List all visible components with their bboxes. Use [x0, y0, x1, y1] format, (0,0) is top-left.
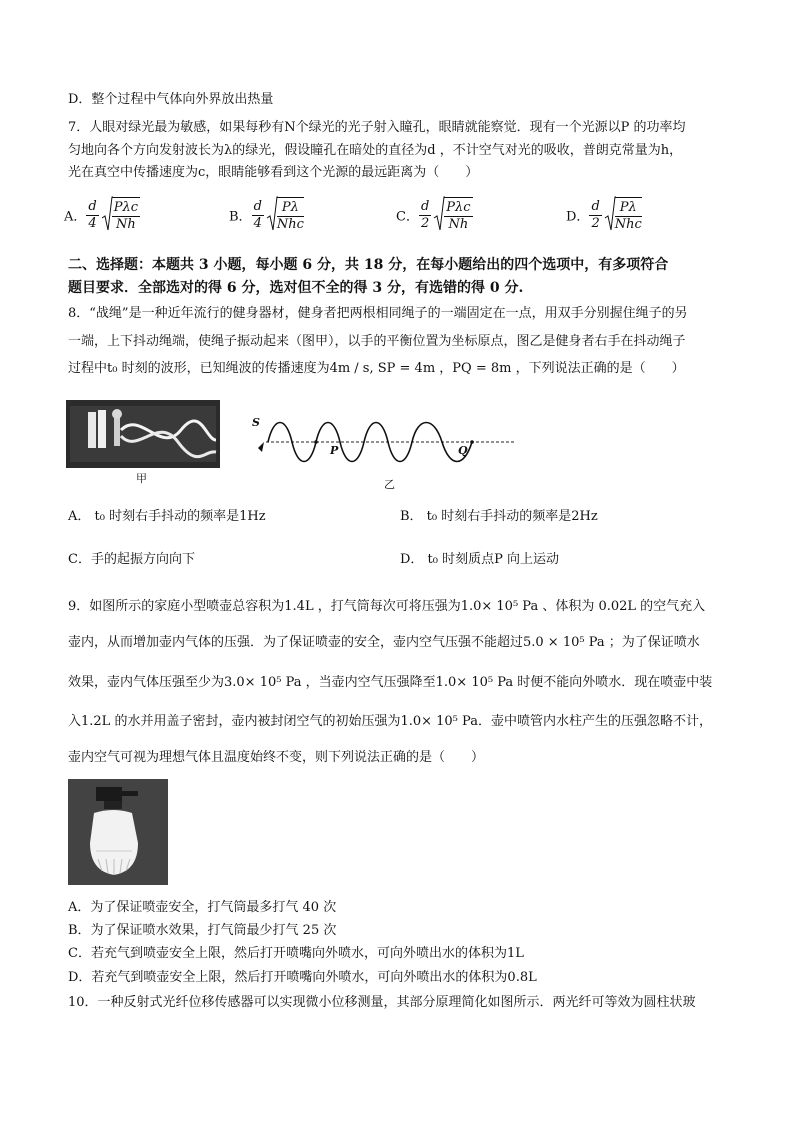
- q9-stem-line3: 效果，壶内气体压强至少为3.0× 10⁵ Pa ，当壶内空气压强降至1.0× 10⁵ Pa 时便不能向外喷水．现在喷壶中装: [68, 675, 713, 690]
- q8-option-d: D． t₀ 时刻质点P 向上运动: [400, 552, 560, 567]
- q7-option-label: D．: [566, 209, 590, 225]
- q7-radical: $\frac{P\lambda}{\text{Nhc}}$: [266, 196, 304, 234]
- q8-stem-line2: 一端，上下抖动绳端，使绳子振动起来（图甲），以手的平衡位置为坐标原点，图乙是健身者右手在抖动绳子: [68, 334, 686, 349]
- figure-a-label: 甲: [136, 472, 147, 485]
- q9-stem-line5: 壶内空气可视为理想气体且温度始终不变，则下列说法正确的是（ ）: [68, 750, 485, 765]
- q7-coefficient-fraction: $\frac{d}{4}$: [253, 198, 262, 231]
- q7-option-label: B．: [229, 209, 252, 225]
- point-p-label: P: [330, 444, 339, 457]
- point-s-label: S: [252, 416, 260, 429]
- q8-option-a: A． t₀ 时刻右手抖动的频率是1Hz: [68, 509, 266, 524]
- q7-radical: $\frac{P\lambda}{\text{Nhc}}$: [604, 196, 642, 234]
- q9-option-a: A．为了保证喷壶安全，打气筒最多打气 40 次: [68, 900, 337, 915]
- figure-wave-diagram: [250, 408, 520, 476]
- q7-coefficient-fraction: $\frac{d}{2}$: [591, 198, 600, 231]
- q9-stem-line4: 入1.2L 的水并用盖子密封，壶内被封闭空气的初始压强为1.0× 10⁵ Pa．壶中喷管内水柱产生的压强忽略不计，: [68, 714, 712, 729]
- q7-option: [396, 196, 473, 234]
- section2-header-line2: 题目要求．全部选对的得 6 分，选对但不全的得 3 分，有选错的得 0 分.: [68, 280, 524, 296]
- q8-stem-line1: 8．“战绳”是一种近年流行的健身器材，健身者把两根相同绳子的一端固定在一点，用双手分别握住绳子的另: [68, 306, 688, 321]
- q6-option-d: D．整个过程中气体向外界放出热量: [68, 92, 274, 107]
- q9-option-c: C．若充气到喷壶安全上限，然后打开喷嘴向外喷水，可向外喷出水的体积为1L: [68, 946, 524, 961]
- q10-stem-line1: 10．一种反射式光纤位移传感器可以实现微小位移测量，其部分原理简化如图所示．两光纤可等效为圆柱状玻: [68, 995, 696, 1010]
- q7-stem-line3: 光在真空中传播速度为c，眼睛能够看到这个光源的最远距离为（ ）: [68, 165, 479, 180]
- q9-stem-line2: 壶内，从而增加壶内气体的压强．为了保证喷壶的安全，壶内空气压强不能超过5.0 × 10⁵ Pa ；为了保证喷水: [68, 635, 700, 650]
- q7-option: [64, 196, 140, 234]
- q7-option-label: A．: [64, 209, 87, 225]
- q7-radical: $\frac{\text{Pλc}}{Nh}$: [433, 196, 472, 234]
- q7-coefficient-fraction: $\frac{d}{2}$: [420, 198, 430, 231]
- q9-stem-line1: 9．如图所示的家庭小型喷壶总容积为1.4L ，打气筒每次可将压强为1.0× 10⁵ Pa 、体积为 0.02L 的空气充入: [68, 599, 706, 614]
- section2-header-line1: 二、选择题：本题共 3 小题，每小题 6 分，共 18 分，在每小题给出的四个选项中，有多项符合: [68, 257, 669, 273]
- q8-option-b: B． t₀ 时刻右手抖动的频率是2Hz: [400, 509, 598, 524]
- point-q-label: Q: [458, 444, 468, 457]
- q7-coefficient-fraction: $\frac{d}{4}$: [88, 198, 97, 231]
- q9-option-b: B．为了保证喷水效果，打气筒最少打气 25 次: [68, 923, 337, 938]
- q7-option: [229, 196, 304, 234]
- q8-stem-line3: 过程中t₀ 时刻的波形，已知绳波的传播速度为4m / s, SP = 4m ，PQ = 8m ，下列说法正确的是（ ）: [68, 361, 685, 376]
- q9-option-d: D．若充气到喷壶安全上限，然后打开喷嘴向外喷水，可向外喷出水的体积为0.8L: [68, 970, 537, 985]
- q7-option-label: C．: [396, 209, 419, 225]
- figure-spray-pot-photo: [68, 779, 168, 885]
- figure-b-label: 乙: [384, 478, 395, 491]
- q7-stem-line1: 7．人眼对绿光最为敏感，如果每秒有N个绿光的光子射入瞳孔，眼睛就能察觉．现有一个光源以P 的功率均: [68, 120, 686, 135]
- q7-option: [566, 196, 642, 234]
- q8-option-c: C．手的起振方向向下: [68, 552, 195, 567]
- q7-stem-line2: 匀地向各个方向发射波长为λ的绿光，假设瞳孔在暗处的直径为d ，不计空气对光的吸收，普朗克常量为h，: [68, 143, 683, 158]
- q7-radical: $\frac{\text{Pλc}}{Nh}$: [101, 196, 140, 234]
- figure-battle-rope-photo: [66, 400, 220, 468]
